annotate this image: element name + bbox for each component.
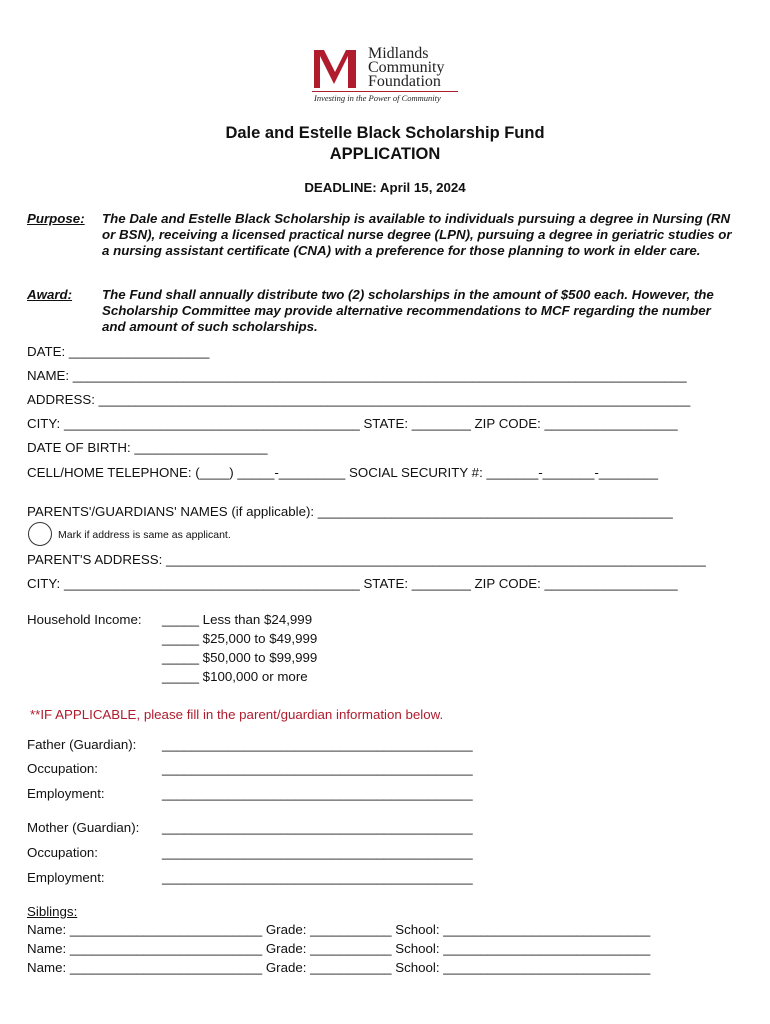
parents-names-field[interactable]: PARENTS'/GUARDIANS' NAMES (if applicable): ________________________________________________: [27, 504, 673, 519]
date-of-birth-field[interactable]: DATE OF BIRTH: __________________: [27, 440, 268, 455]
award-label: Award:: [27, 287, 73, 302]
name-field[interactable]: NAME: ___________________________________________________________________________________: [27, 368, 687, 383]
income-option[interactable]: _____ Less than $24,999: [162, 612, 313, 627]
purpose-text: The Dale and Estelle Black Scholarship is available to individuals pursuing a degree in Nursing (RN or BSN), receiving a licensed practical nurse degree (LPN), pursuing a degree in geriatric studies or a nursing assistant certificate (CNA) with a preference for those planning to work in elder care.: [102, 211, 732, 258]
father-employment-label: Employment:: [27, 786, 105, 801]
sibling-row[interactable]: Name: __________________________ Grade: ___________ School: ____________________________: [27, 941, 651, 956]
mother-employment-label: Employment:: [27, 870, 105, 885]
logo-line-1: Midlands: [368, 45, 429, 62]
address-field[interactable]: ADDRESS: ________________________________________________________________________________: [27, 392, 691, 407]
page-subtitle: APPLICATION: [329, 145, 441, 163]
mother-employment-line[interactable]: __________________________________________: [162, 870, 473, 885]
logo-divider: [312, 91, 458, 92]
date-field[interactable]: DATE: ___________________: [27, 344, 210, 359]
father-label: Father (Guardian):: [27, 737, 137, 752]
income-option[interactable]: _____ $100,000 or more: [162, 669, 308, 684]
same-address-label: Mark if address is same as applicant.: [58, 529, 231, 541]
mother-occupation-line[interactable]: __________________________________________: [162, 845, 473, 860]
logo-tagline: Investing in the Power of Community: [314, 93, 441, 103]
purpose-label: Purpose:: [27, 211, 85, 226]
household-income-label: Household Income:: [27, 612, 142, 627]
award-text: The Fund shall annually distribute two (2) scholarships in the amount of $500 each. However, the Scholarship Committee may provide alternative recommendations to MCF regarding the number and amount of such scholarships.: [102, 287, 714, 334]
guardian-notice: **IF APPLICABLE, please fill in the parent/guardian information below.: [30, 707, 444, 722]
mother-line[interactable]: __________________________________________: [162, 820, 473, 835]
city-state-zip-field[interactable]: CITY: ________________________________________ STATE: ________ ZIP CODE: __________________: [27, 416, 678, 431]
foundation-logo-m: [312, 46, 358, 90]
sibling-row[interactable]: Name: __________________________ Grade: ___________ School: ____________________________: [27, 960, 651, 975]
parent-address-field[interactable]: PARENT'S ADDRESS: _________________________________________________________________________: [27, 552, 706, 567]
logo-line-3: Foundation: [368, 73, 441, 90]
deadline: DEADLINE: April 15, 2024: [304, 180, 466, 195]
telephone-ssn-field[interactable]: CELL/HOME TELEPHONE: (____) _____-_________ SOCIAL SECURITY #: _______-_______-________: [27, 465, 659, 480]
income-option[interactable]: _____ $25,000 to $49,999: [162, 631, 318, 646]
sibling-row[interactable]: Name: __________________________ Grade: ___________ School: ____________________________: [27, 922, 651, 937]
father-occupation-line[interactable]: __________________________________________: [162, 761, 473, 776]
page-title: Dale and Estelle Black Scholarship Fund: [225, 124, 545, 142]
father-occupation-label: Occupation:: [27, 761, 98, 776]
logo-line-2: Community: [368, 59, 445, 76]
parent-city-state-zip-field[interactable]: CITY: ________________________________________ STATE: ________ ZIP CODE: __________________: [27, 576, 678, 591]
siblings-label: Siblings:: [27, 904, 78, 919]
father-employment-line[interactable]: __________________________________________: [162, 786, 473, 801]
mother-occupation-label: Occupation:: [27, 845, 98, 860]
father-line[interactable]: __________________________________________: [162, 737, 473, 752]
mother-label: Mother (Guardian):: [27, 820, 140, 835]
income-option[interactable]: _____ $50,000 to $99,999: [162, 650, 318, 665]
same-address-checkbox[interactable]: [28, 522, 52, 546]
